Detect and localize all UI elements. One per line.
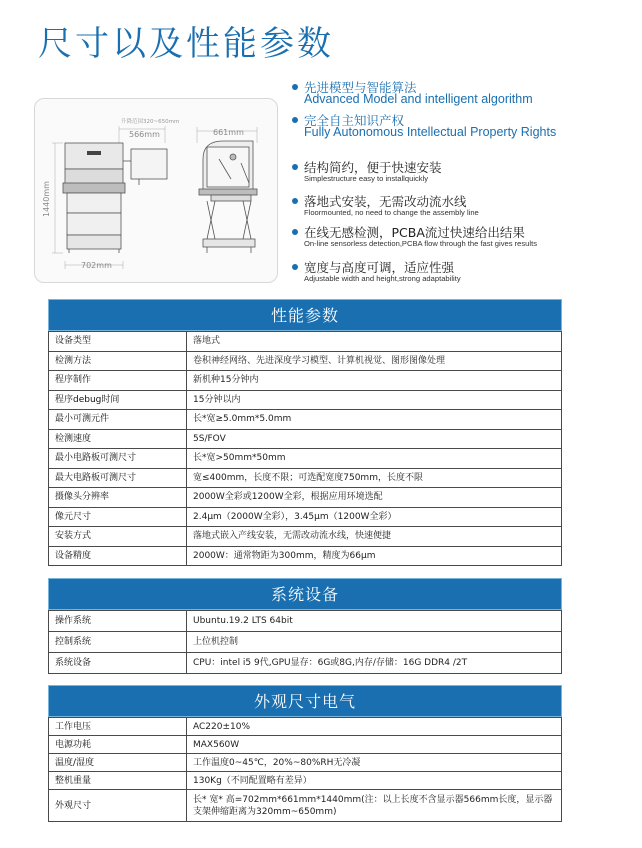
row-value: 落地式: [187, 332, 562, 352]
table-row: [49, 736, 562, 754]
row-value: 新机种15分钟内: [187, 371, 562, 391]
row-key: 摄像头分辨率: [49, 488, 187, 508]
row-value: 上位机控制: [187, 632, 562, 653]
row-value: 2000W：通常物距为300mm，精度为66μm: [187, 546, 562, 566]
performance-header: 性能参数: [48, 299, 562, 331]
row-key: 最小可测元件: [49, 410, 187, 430]
row-key: 安装方式: [49, 527, 187, 547]
feature-cn: 结构简约，便于快速安装: [304, 160, 442, 175]
machine-drawing: [35, 99, 279, 284]
row-key: 检测方法: [49, 351, 187, 371]
table-row: [49, 611, 562, 632]
row-value: 5S/FOV: [187, 429, 562, 449]
row-value: 长*宽≥5.0mm*5.0mm: [187, 410, 562, 430]
row-key: 工作电压: [49, 718, 187, 736]
bullet-icon: [292, 164, 298, 170]
table-row: [49, 653, 562, 674]
page-title: 尺寸以及性能参数: [38, 24, 334, 64]
feature-cn: 完全自主知识产权: [304, 113, 405, 128]
table-row: [49, 410, 562, 430]
dimension-drawing: [34, 98, 278, 283]
feature-en: Fully Autonomous Intellectual Property Rights: [304, 125, 557, 139]
row-key: 设备类型: [49, 332, 187, 352]
row-value: CPU：intel i5 9代,GPU显存：6G或8G,内存/存储：16G DDR4 /2T: [187, 653, 562, 674]
row-value: 130Kg（不同配置略有差异）: [187, 772, 562, 790]
feature-cn: 先进模型与智能算法: [304, 80, 417, 95]
table-row: [49, 371, 562, 391]
row-value: MAX560W: [187, 736, 562, 754]
display-range-label: 升降范围320~650mm: [121, 119, 180, 125]
system-section: [48, 578, 562, 674]
bullet-icon: [292, 229, 298, 235]
bullet-icon: [292, 84, 298, 90]
feature-en: Simplestructure easy to installquickly: [304, 174, 429, 183]
dim-702-label: 702mm: [81, 261, 112, 270]
row-value: 宽≤400mm，长度不限；可选配宽度750mm，长度不限: [187, 468, 562, 488]
row-key: 外观尺寸: [49, 790, 187, 822]
bullet-icon: [292, 264, 298, 270]
row-value: 长* 宽* 高=702mm*661mm*1440mm(注：以上长度不含显示器566mm长度，显示器支架伸缩距离为320mm~650mm): [187, 790, 562, 822]
row-value: 工作温度0~45℃，20%~80%RH无冷凝: [187, 754, 562, 772]
table-row: [49, 632, 562, 653]
system-table: [48, 610, 562, 674]
performance-table: [48, 331, 562, 566]
feature-en: Adjustable width and height,strong adaptability: [304, 274, 461, 283]
row-key: 系统设备: [49, 653, 187, 674]
table-row: [49, 390, 562, 410]
table-row: [49, 488, 562, 508]
table-row: [49, 527, 562, 547]
feature-cn: 落地式安装，无需改动流水线: [304, 194, 467, 209]
table-row: [49, 332, 562, 352]
table-row: [49, 754, 562, 772]
row-key: 像元尺寸: [49, 507, 187, 527]
front-view: [52, 126, 167, 269]
appearance-section: [48, 685, 562, 822]
feature-cn: 宽度与高度可调，适应性强: [304, 260, 455, 275]
feature-en: Floormounted, no need to change the assembly line: [304, 208, 479, 217]
row-value: 2.4μm（2000W全彩），3.45μm（1200W全彩）: [187, 507, 562, 527]
row-value: 长*宽>50mm*50mm: [187, 449, 562, 469]
row-key: 最大电路板可测尺寸: [49, 468, 187, 488]
system-header: 系统设备: [48, 578, 562, 610]
table-row: [49, 468, 562, 488]
feature-cn: 在线无感检测，PCBA流过快速给出结果: [304, 225, 525, 240]
row-key: 检测速度: [49, 429, 187, 449]
dim-661-label: 661mm: [213, 128, 244, 137]
dim-1440-label: 1440mm: [42, 181, 51, 217]
row-value: Ubuntu.19.2 LTS 64bit: [187, 611, 562, 632]
table-row: [49, 351, 562, 371]
table-row: [49, 449, 562, 469]
feature-en: On-line sensorless detection,PCBA flow through the fast gives results: [304, 239, 537, 248]
row-key: 最小电路板可测尺寸: [49, 449, 187, 469]
dim-566-label: 566mm: [129, 130, 160, 139]
row-value: 落地式嵌入产线安装，无需改动流水线，快速便捷: [187, 527, 562, 547]
appearance-table: [48, 717, 562, 822]
table-row: [49, 772, 562, 790]
appearance-header: 外观尺寸电气: [48, 685, 562, 717]
row-key: 程序制作: [49, 371, 187, 391]
row-key: 控制系统: [49, 632, 187, 653]
row-key: 设备精度: [49, 546, 187, 566]
side-view: [197, 127, 257, 253]
feature-en: Advanced Model and intelligent algorithm: [304, 92, 533, 106]
row-key: 操作系统: [49, 611, 187, 632]
table-row: [49, 790, 562, 822]
row-value: 15分钟以内: [187, 390, 562, 410]
row-key: 电源功耗: [49, 736, 187, 754]
bullet-icon: [292, 198, 298, 204]
bullet-icon: [292, 117, 298, 123]
row-key: 程序debug时间: [49, 390, 187, 410]
table-row: [49, 546, 562, 566]
row-value: 2000W全彩或1200W全彩，根据应用环境选配: [187, 488, 562, 508]
row-value: 卷积神经网络、先进深度学习模型、计算机视觉、图形图像处理: [187, 351, 562, 371]
row-value: AC220±10%: [187, 718, 562, 736]
table-row: [49, 507, 562, 527]
table-row: [49, 429, 562, 449]
table-row: [49, 718, 562, 736]
row-key: 温度/湿度: [49, 754, 187, 772]
row-key: 整机重量: [49, 772, 187, 790]
performance-section: [48, 299, 562, 566]
